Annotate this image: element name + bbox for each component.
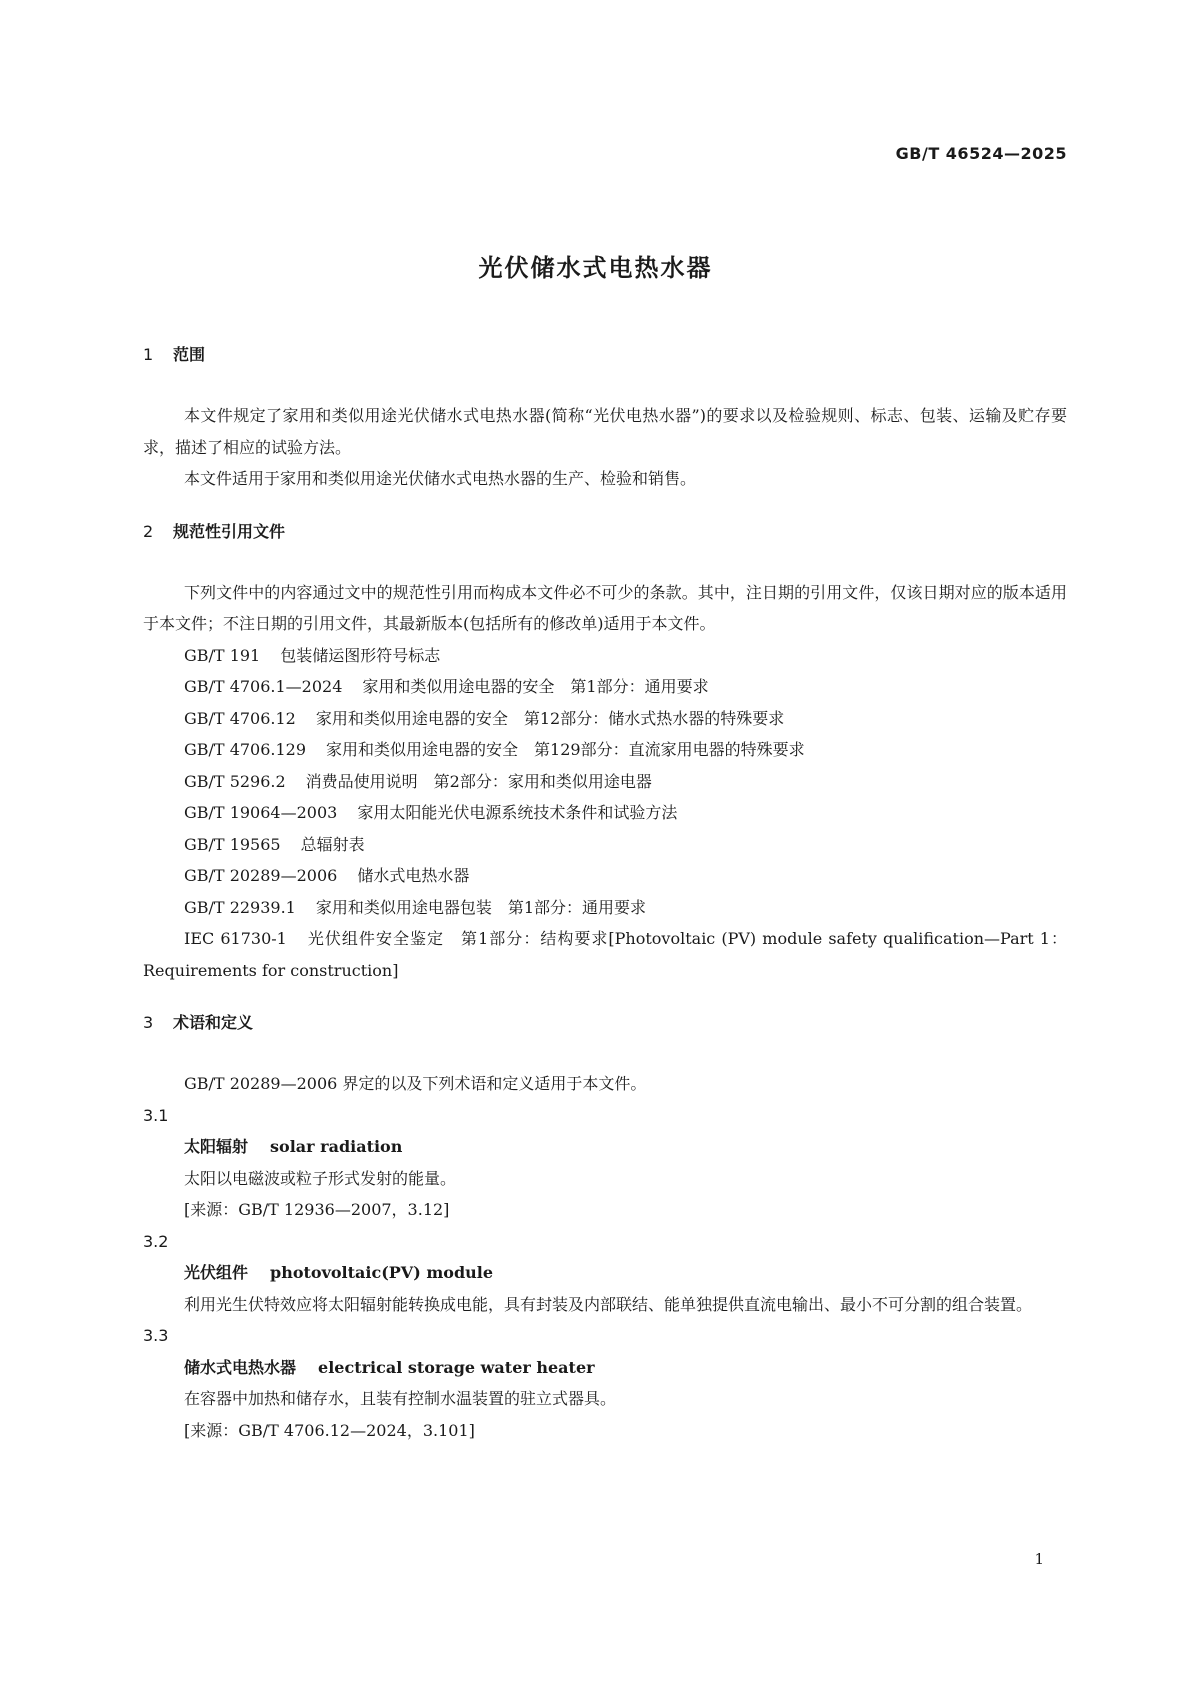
term-zh: 光伏组件 [184, 1263, 249, 1282]
page-number: 1 [1034, 1550, 1044, 1568]
reference-code: GB/T 191 [184, 645, 261, 665]
term-en: solar radiation [270, 1137, 403, 1156]
reference-item [143, 860, 1067, 892]
section-number: 2 [143, 521, 154, 541]
reference-code: GB/T 19064—2003 [184, 803, 338, 822]
reference-code: IEC 61730-1 [184, 929, 287, 948]
reference-item [143, 829, 1067, 861]
reference-code: GB/T 4706.129 [184, 740, 307, 759]
reference-code: GB/T 20289—2006 [184, 866, 338, 885]
term-definition: 太阳以电磁波或粒子形式发射的能量。 [184, 1168, 457, 1188]
section-title: 规范性引用文件 [173, 521, 286, 541]
reference-item [143, 923, 1067, 986]
reference-item [143, 734, 1067, 766]
term-number: 3.2 [143, 1231, 169, 1251]
term-zh: 储水式电热水器 [184, 1357, 297, 1377]
section-title: 术语和定义 [173, 1013, 254, 1032]
reference-code: GB/T 5296.2 [184, 771, 286, 791]
reference-code: GB/T 4706.1—2024 [184, 677, 343, 696]
section-heading-terms-and-definitions [143, 1012, 1067, 1034]
reference-item [143, 640, 1067, 672]
term-definition: 利用光生伏特效应将太阳辐射能转换成电能，具有封装及内部联结、能单独提供直流电输出、最小不可分割的组合装置。 [184, 1294, 1033, 1314]
reference-item [143, 766, 1067, 798]
section-number: 3 [143, 1013, 154, 1032]
section-heading-scope [143, 344, 1067, 366]
reference-item [143, 892, 1067, 924]
term-en: electrical storage water heater [318, 1357, 595, 1377]
reference-title: 光伏组件安全鉴定 第1部分：结构要求[Photovoltaic (PV) module safety qualification—Part 1：Requirements for construction] [143, 929, 1067, 980]
term-definition: 在容器中加热和储存水，且装有控制水温装置的驻立式器具。 [184, 1389, 617, 1408]
term-en: photovoltaic(PV) module [270, 1263, 494, 1282]
reference-title: 包装储运图形符号标志 [280, 645, 441, 665]
reference-code: GB/T 4706.12 [184, 708, 296, 728]
term-heading [143, 1352, 1067, 1384]
paragraph: 本文件适用于家用和类似用途光伏储水式电热水器的生产、检验和销售。 [184, 469, 697, 488]
reference-title: 家用和类似用途电器包装 第1部分：通用要求 [315, 897, 647, 917]
term-number: 3.1 [143, 1105, 169, 1125]
section-heading-normative-references [143, 521, 1067, 543]
paragraph: 下列文件中的内容通过文中的规范性引用而构成本文件必不可少的条款。其中，注日期的引用文件，仅该日期对应的版本适用于本文件；不注日期的引用文件，其最新版本(包括所有的修改单)适用于本文件。 [143, 582, 1067, 633]
term-source: [来源：GB/T 4706.12—2024，3.101] [184, 1420, 475, 1440]
document-title: 光伏储水式电热水器 [478, 254, 713, 282]
reference-item [143, 671, 1067, 703]
standard-number: GB/T 46524—2025 [895, 144, 1067, 163]
term-heading [143, 1257, 1067, 1289]
reference-title: 总辐射表 [300, 834, 365, 854]
term-heading [143, 1131, 1067, 1163]
reference-item [143, 703, 1067, 735]
reference-title: 家用和类似用途电器的安全 第129部分：直流家用电器的特殊要求 [326, 740, 805, 759]
reference-title: 储水式电热水器 [357, 866, 470, 885]
paragraph: 本文件规定了家用和类似用途光伏储水式电热水器(简称“光伏电热水器”)的要求以及检验规则、标志、包装、运输及贮存要求，描述了相应的试验方法。 [143, 406, 1067, 457]
reference-title: 家用太阳能光伏电源系统技术条件和试验方法 [357, 803, 678, 822]
reference-item [143, 797, 1067, 829]
term-zh: 太阳辐射 [184, 1137, 249, 1156]
reference-title: 消费品使用说明 第2部分：家用和类似用途电器 [305, 771, 652, 791]
section-number: 1 [143, 345, 154, 364]
reference-title: 家用和类似用途电器的安全 第1部分：通用要求 [362, 677, 709, 696]
term-source: [来源：GB/T 12936—2007，3.12] [184, 1200, 450, 1219]
reference-title: 家用和类似用途电器的安全 第12部分：储水式热水器的特殊要求 [315, 708, 785, 728]
reference-code: GB/T 22939.1 [184, 897, 296, 917]
section-title: 范围 [173, 345, 206, 364]
paragraph: GB/T 20289—2006 界定的以及下列术语和定义适用于本文件。 [184, 1074, 647, 1093]
reference-code: GB/T 19565 [184, 834, 281, 854]
term-number: 3.3 [143, 1326, 169, 1345]
document-body [143, 344, 1067, 1446]
